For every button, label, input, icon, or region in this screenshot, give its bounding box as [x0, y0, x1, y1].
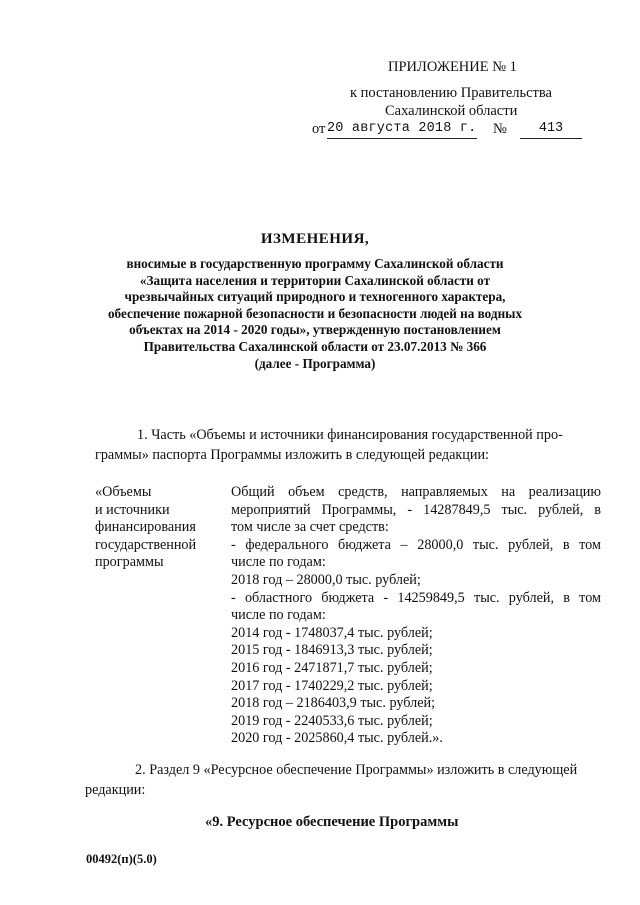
paragraph-1-line: 1. Часть «Объемы и источники финансирования государственной про- — [137, 427, 563, 443]
appendix-resolution-line: к постановлению Правительства — [350, 85, 552, 101]
value-line: том числе за счет средств: — [231, 519, 389, 536]
heading-title: ИЗМЕНЕНИЯ, — [260, 231, 370, 247]
number-sign: № — [493, 121, 507, 137]
value-line: - федерального бюджета – 28000,0 тыс. рублей, в том — [231, 536, 601, 553]
heading-line: Правительства Сахалинской области от 23.07.2013 № 366 — [143, 338, 487, 354]
heading-line: (далее - Программа) — [254, 355, 376, 371]
resolution-number: 413 — [520, 120, 582, 139]
date-prefix: от — [312, 121, 326, 137]
heading-line: вносимые в государственную программу Сахалинской области — [126, 256, 504, 271]
heading-subtitle — [80, 256, 550, 372]
heading-line: обеспечение пожарной безопасности и безопасности людей на водных — [107, 305, 523, 321]
financing-label-cell — [95, 484, 223, 572]
heading-line: «Защита населения и территории Сахалинской области от — [139, 272, 491, 288]
value-line: 2018 год – 28000,0 тыс. рублей; — [231, 571, 421, 588]
paragraph-1 — [95, 425, 600, 465]
value-line: 2018 год – 2186403,9 тыс. рублей; — [231, 695, 436, 712]
appendix-region-line: Сахалинской области — [385, 103, 518, 119]
paragraph-2-line: 2. Раздел 9 «Ресурсное обеспечение Программы» изложить в следующей — [135, 762, 578, 778]
value-line: 2017 год - 1740229,2 тыс. рублей; — [231, 677, 433, 694]
resolution-date: 20 августа 2018 г. — [327, 120, 477, 139]
appendix-title: ПРИЛОЖЕНИЕ № 1 — [388, 59, 517, 75]
value-line: числе по годам: — [231, 607, 326, 624]
value-line: числе по годам: — [231, 554, 326, 571]
paragraph-1-line: граммы» паспорта Программы изложить в следующей редакции: — [95, 447, 489, 463]
changes-heading — [80, 230, 550, 372]
value-line: 2020 год - 2025860,4 тыс. рублей.». — [231, 730, 443, 747]
financing-value-cell — [231, 484, 601, 748]
label-line: финансирования — [95, 519, 196, 536]
label-line: «Объемы — [95, 484, 152, 500]
paragraph-2-line: редакции: — [85, 782, 146, 798]
value-line: мероприятий Программы, - 14287849,5 тыс. рублей, в — [231, 501, 601, 518]
value-line: Общий объем средств, направляемых на реализацию — [231, 484, 601, 500]
label-line: государственной — [95, 536, 197, 553]
value-line: 2015 год - 1846913,3 тыс. рублей; — [231, 642, 433, 659]
value-line: 2016 год - 2471871,7 тыс. рублей; — [231, 659, 433, 676]
document-code: 00492(п)(5.0) — [86, 852, 157, 866]
value-line: 2014 год - 1748037,4 тыс. рублей; — [231, 624, 433, 641]
label-line: программы — [95, 554, 164, 571]
heading-line: чрезвычайных ситуаций природного и техногенного характера, — [124, 289, 506, 305]
value-line: 2019 год - 2240533,6 тыс. рублей; — [231, 712, 433, 729]
heading-line: объектах на 2014 - 2020 годы», утвержденную постановлением — [129, 322, 501, 338]
value-line: - областного бюджета - 14259849,5 тыс. рублей, в том — [231, 589, 601, 606]
label-line: и источники — [95, 501, 170, 518]
section-9-title: «9. Ресурсное обеспечение Программы — [205, 814, 459, 830]
paragraph-2 — [85, 760, 600, 800]
